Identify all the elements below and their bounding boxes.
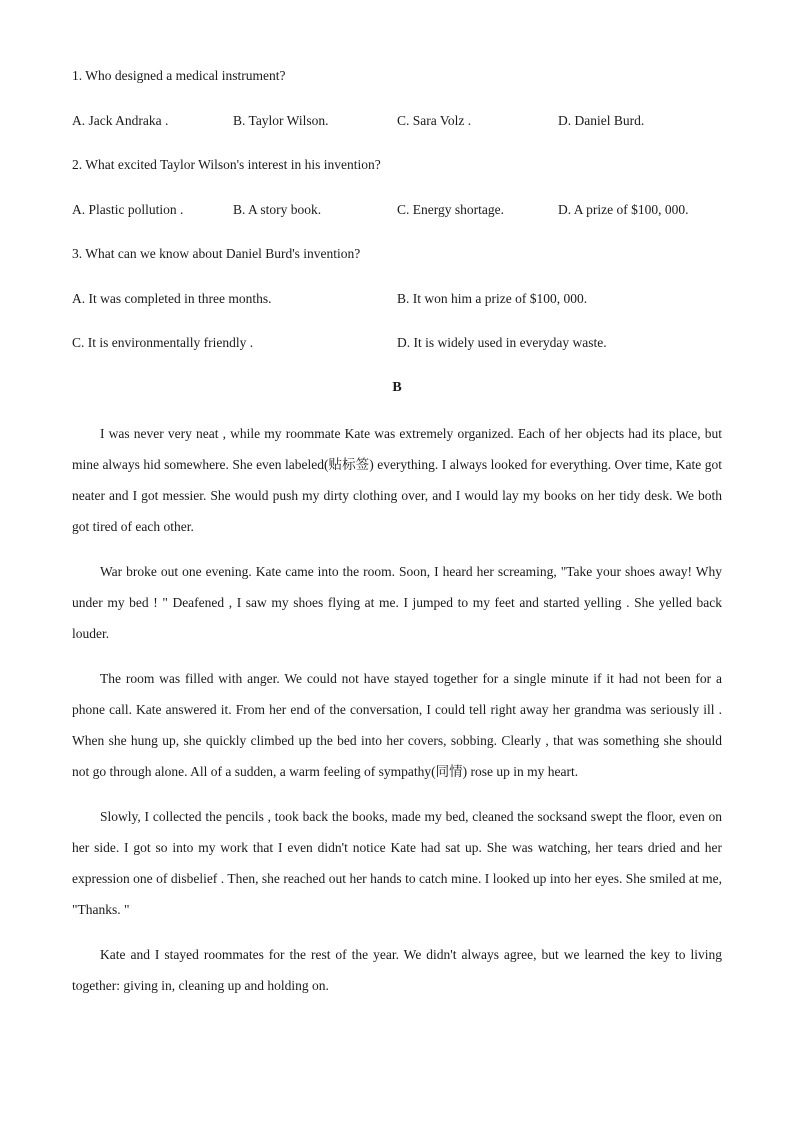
question-3-option-b: B. It won him a prize of $100, 000. — [397, 291, 588, 306]
question-2-option-d: D. A prize of $100, 000. — [558, 202, 689, 217]
question-1-option-b: B. Taylor Wilson. — [233, 113, 329, 128]
section-title: B — [392, 380, 402, 395]
passage-paragraph-1 — [72, 418, 722, 542]
passage-paragraph-5 — [72, 939, 722, 1001]
paragraph-text: Kate and I stayed roommates for the rest of the year. We didn't always agree, but we learned the key to living together: giving in, cleaning up and holding on. — [72, 947, 722, 993]
question-2-option-a: A. Plastic pollution . — [72, 202, 184, 217]
question-3-option-a: A. It was completed in three months. — [72, 291, 272, 306]
question-1-stem: 1. Who designed a medical instrument? — [72, 68, 286, 83]
question-3-option-c: C. It is environmentally friendly . — [72, 335, 254, 350]
question-3-stem: 3. What can we know about Daniel Burd's invention? — [72, 246, 361, 261]
question-2-option-b: B. A story book. — [233, 202, 322, 217]
passage-paragraph-3 — [72, 663, 722, 787]
paragraph-text: War broke out one evening. Kate came into the room. Soon, I heard her screaming, "Take your shoes away! Why under my bed ! " Deafened , I saw my shoes flying at me. I jumped to my feet and started yelling . She yelled back louder. — [72, 564, 722, 641]
paragraph-text: I was never very neat , while my roommate Kate was extremely organized. Each of her objects had its place, but mine always hid somewhere. She even labeled(贴标签) everything. I always looked for everything. Over time, Kate got neater and I got messier. She would push my dirty clothing over, and I would lay my books on her tidy desk. We both got tired of each other. — [72, 426, 722, 534]
question-2-option-c: C. Energy shortage. — [397, 202, 504, 217]
question-3-option-d: D. It is widely used in everyday waste. — [397, 335, 607, 350]
paragraph-text: Slowly, I collected the pencils , took back the books, made my bed, cleaned the socksand swept the floor, even on her side. I got so into my work that I even didn't notice Kate had sat up. She was watching, her tears dried and her expression one of disbelief . Then, she reached out her hands to catch mine. I looked up into her eyes. She smiled at me, "Thanks. " — [72, 809, 722, 917]
question-1-option-c: C. Sara Volz . — [397, 113, 472, 128]
passage-paragraph-4 — [72, 801, 722, 925]
question-2-stem: 2. What excited Taylor Wilson's interest in his invention? — [72, 157, 381, 172]
paragraph-text: The room was filled with anger. We could not have stayed together for a single minute if it had not been for a phone call. Kate answered it. From her end of the conversation, I could tell right away her grandma was seriously ill . When she hung up, she quickly climbed up the bed into her covers, sobbing. Clearly , that was something she should not go through alone. All of a sudden, a warm feeling of sympathy(同情) rose up in my heart. — [72, 671, 722, 779]
passage-paragraph-2 — [72, 556, 722, 649]
question-1-option-a: A. Jack Andraka . — [72, 113, 169, 128]
question-1-option-d: D. Daniel Burd. — [558, 113, 645, 128]
